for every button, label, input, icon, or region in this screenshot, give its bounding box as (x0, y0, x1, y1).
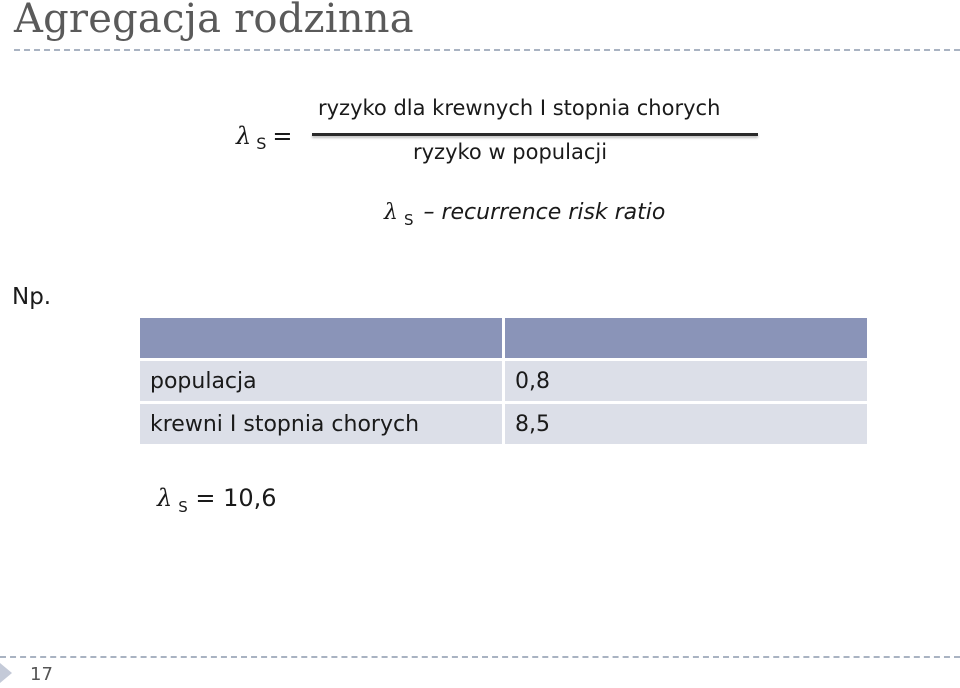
risk-table (140, 318, 867, 444)
table-cell-label: populacja (140, 358, 505, 401)
definition-text: – recurrence risk ratio (423, 200, 666, 225)
table-header-cell (505, 318, 867, 358)
equals-sign: = (272, 122, 293, 150)
formula-lhs (236, 122, 293, 153)
result-subscript: S (178, 498, 188, 516)
table-cell-value: 8,5 (505, 401, 867, 444)
table-header-cell (140, 318, 505, 358)
footer-divider (0, 656, 960, 658)
lambda-subscript: S (256, 134, 267, 153)
definition-lambda: λ (384, 200, 398, 225)
fraction-bar (312, 133, 758, 136)
result-value: = 10,6 (195, 484, 277, 512)
result-line (157, 484, 277, 516)
table-header-row (140, 318, 867, 358)
fraction-denominator: ryzyko w populacji (413, 140, 608, 164)
fraction-numerator: ryzyko dla krewnych I stopnia chorych (318, 96, 721, 120)
definition-line (384, 200, 666, 229)
definition-subscript: S (403, 211, 414, 229)
table-row (140, 358, 867, 401)
title-divider (14, 49, 960, 51)
triangle-right-icon (0, 663, 12, 683)
table-cell-value: 0,8 (505, 358, 867, 401)
table-row (140, 401, 867, 444)
table-cell-label: krewni I stopnia chorych (140, 401, 505, 444)
result-lambda: λ (157, 484, 173, 512)
slide-title: Agregacja rodzinna (14, 0, 414, 42)
page-number: 17 (30, 664, 53, 685)
example-label: Np. (12, 284, 52, 310)
lambda-symbol: λ (236, 122, 252, 150)
